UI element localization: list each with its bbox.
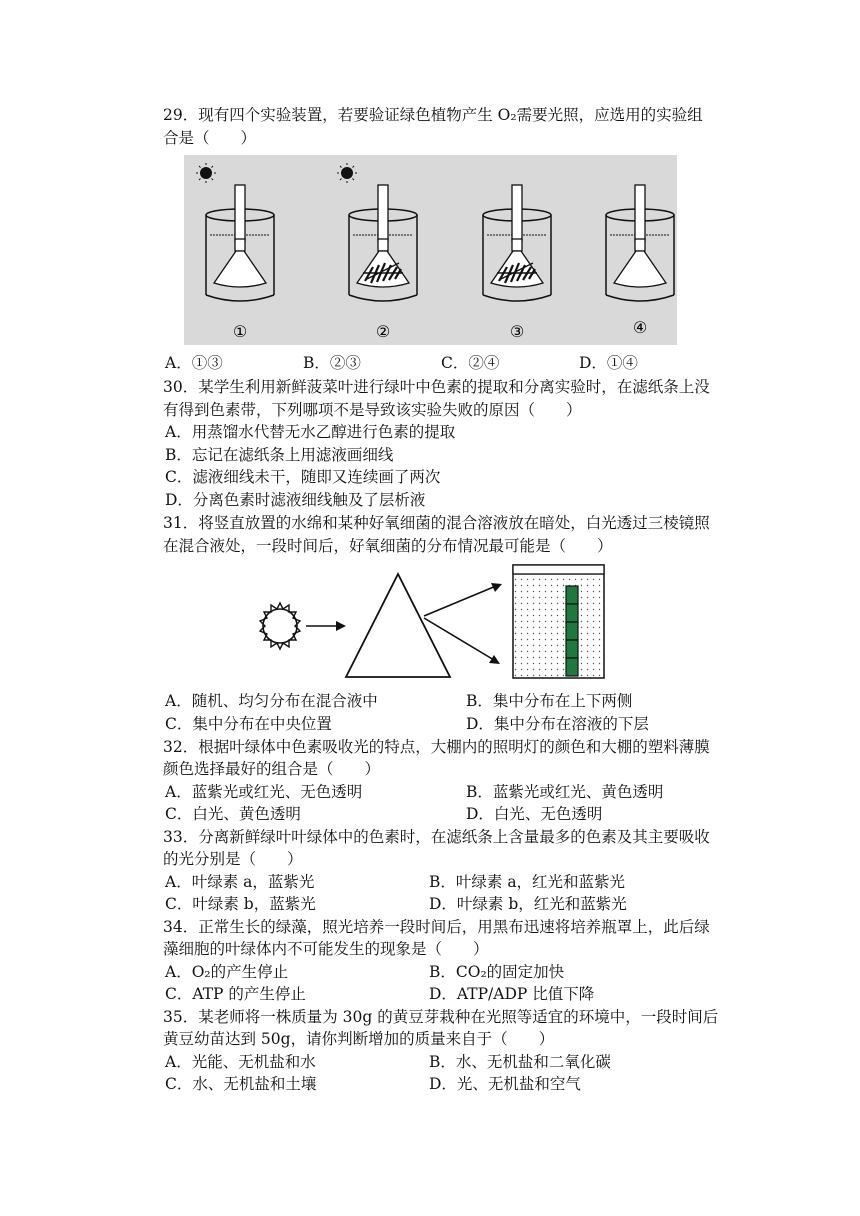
prism-experiment-figure [250, 560, 610, 684]
question-33-line-2: 的光分别是（ ） [163, 850, 303, 868]
option-29-b[interactable]: B．②③ [303, 354, 361, 372]
experiment-apparatus-figure [184, 155, 677, 345]
option-31-a[interactable]: A．随机、均匀分布在混合液中 [165, 692, 378, 710]
question-34-line-1: 34．正常生长的绿藻，照光培养一段时间后，用黑布迅速将培养瓶罩上，此后绿 [163, 918, 710, 936]
option-29-a[interactable]: A．①③ [165, 354, 223, 372]
option-31-d[interactable]: D．集中分布在溶液的下层 [466, 715, 649, 733]
option-29-d[interactable]: D．①④ [579, 354, 638, 372]
mixed-solution-container [513, 565, 604, 678]
option-29-c[interactable]: C．②④ [441, 354, 500, 372]
question-32-line-2: 颜色选择最好的组合是（ ） [163, 760, 381, 778]
prism-triangle [346, 574, 450, 677]
question-31-line-2: 在混合液处，一段时间后，好氧细菌的分布情况最可能是（ ） [163, 537, 613, 555]
question-30-line-2: 有得到色素带，下列哪项不是导致该实验失败的原因（ ） [163, 401, 582, 419]
option-35-d[interactable]: D．光、无机盐和空气 [429, 1075, 581, 1093]
option-31-c[interactable]: C．集中分布在中央位置 [165, 715, 332, 733]
figure-label-2: ② [375, 322, 391, 341]
option-30-d[interactable]: D．分离色素时滤液细线触及了层析液 [165, 491, 426, 509]
option-32-b[interactable]: B．蓝紫光或红光、黄色透明 [466, 783, 664, 801]
question-35-line-2: 黄豆幼苗达到 50g，请你判断增加的质量来自于（ ） [163, 1030, 555, 1048]
figure-label-1: ① [232, 322, 248, 341]
question-34-line-2: 藻细胞的叶绿体内不可能发生的现象是（ ） [163, 940, 489, 958]
question-31-line-1: 31．将竖直放置的水绵和某种好氧细菌的混合溶液放在暗处，白光透过三棱镜照 [163, 514, 710, 532]
option-30-c[interactable]: C．滤液细线未干，随即又连续画了两次 [165, 468, 441, 486]
option-33-b[interactable]: B．叶绿素 a，红光和蓝紫光 [429, 873, 626, 891]
question-32-line-1: 32．根据叶绿体中色素吸收光的特点，大棚内的照明灯的颜色和大棚的塑料薄膜 [163, 738, 710, 756]
option-34-b[interactable]: B．CO₂的固定加快 [429, 963, 565, 981]
option-30-a[interactable]: A．用蒸馏水代替无水乙醇进行色素的提取 [165, 423, 456, 441]
option-34-a[interactable]: A．O₂的产生停止 [165, 963, 289, 981]
option-33-a[interactable]: A．叶绿素 a，蓝紫光 [165, 873, 315, 891]
question-29-line-1: 29．现有四个实验装置，若要验证绿色植物产生 O₂需要光照，应选用的实验组 [163, 106, 703, 124]
option-31-b[interactable]: B．集中分布在上下两侧 [466, 692, 633, 710]
option-32-d[interactable]: D．白光、无色透明 [466, 805, 603, 823]
option-30-b[interactable]: B．忘记在滤纸条上用滤液画细线 [165, 446, 394, 464]
question-33-line-1: 33．分离新鲜绿叶叶绿体中的色素时，在滤纸条上含量最多的色素及其主要吸收 [163, 828, 710, 846]
option-35-a[interactable]: A．光能、无机盐和水 [165, 1053, 316, 1071]
option-33-d[interactable]: D．叶绿素 b，红光和蓝紫光 [429, 895, 627, 913]
figure-label-3: ③ [509, 322, 525, 341]
question-29-line-2: 合是（ ） [163, 129, 257, 147]
question-35-line-1: 35．某老师将一株质量为 30g 的黄豆芽栽种在光照等适宜的环境中，一段时间后 [163, 1008, 719, 1026]
option-35-c[interactable]: C．水、无机盐和土壤 [165, 1075, 317, 1093]
option-33-c[interactable]: C．叶绿素 b，蓝紫光 [165, 895, 316, 913]
option-32-c[interactable]: C．白光、黄色透明 [165, 805, 301, 823]
option-34-d[interactable]: D．ATP/ADP 比值下降 [429, 985, 595, 1003]
option-35-b[interactable]: B．水、无机盐和二氧化碳 [429, 1053, 611, 1071]
question-30-line-1: 30．某学生利用新鲜菠菜叶进行绿叶中色素的提取和分离实验时，在滤纸条上没 [163, 378, 710, 396]
option-34-c[interactable]: C．ATP 的产生停止 [165, 985, 306, 1003]
option-32-a[interactable]: A．蓝紫光或红光、无色透明 [165, 783, 363, 801]
sun-icon [260, 603, 300, 649]
figure-label-4: ④ [632, 318, 648, 337]
spirogyra-filament [566, 586, 578, 676]
